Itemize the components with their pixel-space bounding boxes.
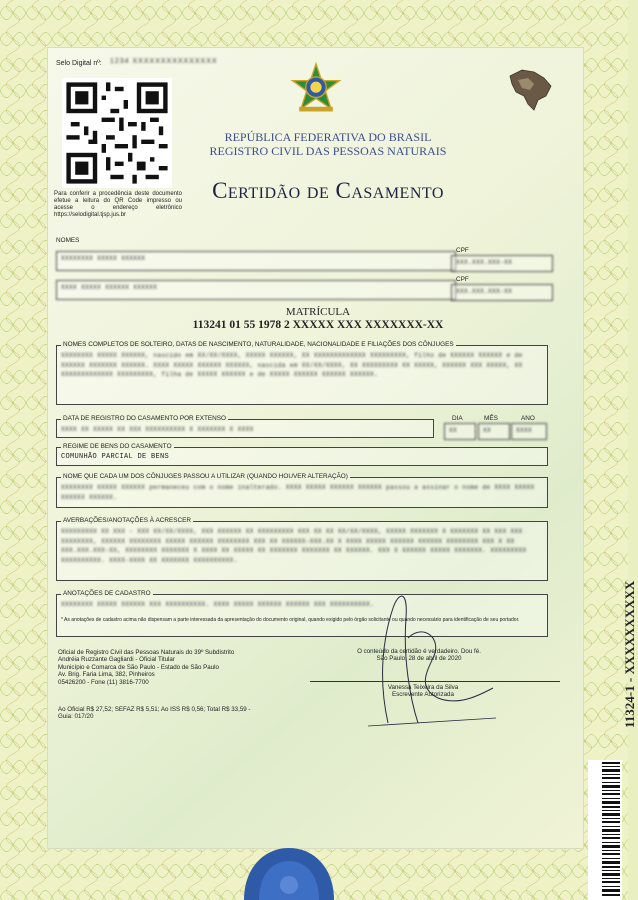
month-value: XX (478, 423, 510, 440)
brazil-coat-of-arms-icon (288, 62, 344, 118)
fees-line-1: Ao Oficial R$ 27,52; SEFAZ R$ 5,51; Ao ISS R$ 0,56; Total R$ 33,59 - (58, 706, 251, 713)
signatory-name: Vanessa Teixeira da Silva (387, 684, 459, 691)
spouses-details-text: XXXXXXXX XXXXX XXXXXX, nascido em XX/XX/XXXX, XXXXX XXXXXX, XX XXXXXXXXXXXXX XXXXXXXXX, filho de XXXXXX XXXXXX e de XXXXXX XXXXXXX XXXXXX. XXXX XXXXX XXXXXX XXXXXX, nascida em XX/XX/XXXX, XX XXXXXXXXX XX XXXXX, XXXXXX XXX XXXXX, XX XXXXXXXXXXXXX XXXXXXXXX, filha de XXXXX XXXXXX e de XXXXX XXXXXX XXXXXX XXXXXX. (61, 352, 523, 378)
names-label: NOMES (56, 237, 80, 244)
cpf2-value: XXX.XXX.XXX-XX (451, 284, 553, 301)
selo-value: 1234 XXXXXXXXXXXXXXX (110, 58, 218, 65)
attestation-line-2: São Paulo, 28 de abril de 2020 (376, 655, 462, 663)
signatory (373, 684, 473, 699)
registration-date-box (56, 415, 434, 438)
property-regime-box (56, 443, 548, 466)
barcode (588, 760, 622, 900)
header-line1: REPÚBLICA FEDERATIVA DO BRASIL (224, 130, 432, 144)
office-line-5: 05426200 - Fone (11) 3816-7700 (58, 678, 149, 686)
spouses-details-label: NOMES COMPLETOS DE SOLTEIRO, DATAS DE NASCIMENTO, NATURALIDADE, NACIONALIDADE E FILIAÇÕES DOS CÔNJUGES (63, 341, 454, 348)
adopted-names-label: NOME QUE CADA UM DOS CÔNJUGES PASSOU A UTILIZAR (QUANDO HOUVER ALTERAÇÃO) (63, 473, 348, 480)
qr-instructions: Para conferir a procedência deste documento efetue a leitura do QR Code impresso ou acesse o endereço eletrônico https://selodigital.tjsp.jus.br (54, 191, 182, 218)
registry-notes-label: ANOTAÇÕES DE CADASTRO (63, 590, 151, 597)
office-line-2: Andréia Ruzzante Gagliardi - Oficial Titular (58, 656, 175, 664)
selo-label: Selo Digital nº: (56, 60, 102, 67)
registry-office-info (58, 649, 308, 686)
month-label: MÊS (484, 415, 498, 422)
margin-code (622, 581, 638, 728)
official-seal-icon (234, 843, 344, 900)
registration-date-label: DATA DE REGISTRO DO CASAMENTO POR EXTENSO (63, 415, 226, 422)
spouse1-name: XXXXXXXX XXXXX XXXXXX (56, 251, 456, 271)
signature-line (310, 681, 560, 682)
fees-line-2: Guia: 017/20 (58, 713, 94, 721)
matricula-label: MATRÍCULA (285, 306, 351, 318)
fees-info (58, 706, 318, 721)
certificate-sheet (48, 48, 637, 848)
cpf2-label: CPF (456, 276, 469, 283)
cpf1-label: CPF (456, 247, 469, 254)
adopted-names-text: XXXXXXXX XXXXX XXXXXX permaneceu com o nome inalterado. XXXX XXXXX XXXXXX XXXXXX passou a assinar o nome de XXXX XXXXX XXXXXX XXXXXX. (61, 484, 535, 501)
day-value: XX (444, 423, 476, 440)
certificate-title: Certidão de Casamento (212, 178, 444, 203)
attestation-line-1: O conteúdo da certidão é verdadeiro. Dou fé. (357, 648, 481, 655)
matricula-value: 113241 01 55 1978 2 XXXXX XXX XXXXXXX-XX (192, 319, 444, 331)
signatory-role: Escrevente Autorizada (392, 691, 454, 699)
annotations-label: AVERBAÇÕES/ANOTAÇÕES À ACRESCER (63, 517, 191, 524)
office-line-4: Av. Brig. Faria Lima, 382, Pinheiros (58, 671, 155, 679)
property-regime-label: REGIME DE BENS DO CASAMENTO (63, 443, 172, 450)
office-line-1: Oficial de Registro Civil das Pessoas Naturais do 39º Subdistrito (58, 649, 235, 656)
year-value: XXXX (511, 423, 547, 440)
registration-date-text: XXXX XX XXXXX XX XXX XXXXXXXXXX X XXXXXXX X XXXX (61, 426, 254, 433)
annotations-box (56, 517, 548, 581)
spouses-details-box (56, 341, 548, 405)
registry-notes-text: XXXXXXXX XXXXX XXXXXX XXX XXXXXXXXXX. XXXX XXXXX XXXXXX XXXXXX XXX XXXXXXXXXX. (61, 601, 375, 608)
adopted-names-box (56, 473, 548, 508)
qr-code (62, 78, 172, 188)
spouse2-name: XXXX XXXXX XXXXXX XXXXXX (56, 280, 456, 300)
registry-notes-disclaimer: * As anotações de cadastro acima não dispensam a parte interessada da apresentação do documento original, quando exigido pelo órgão solicitante ou quando necessário para identificação de seu portador. (61, 617, 520, 623)
handwritten-signature (348, 578, 498, 728)
property-regime-value: COMUNHÃO PARCIAL DE BENS (61, 453, 170, 461)
cpf1-value: XXX.XXX.XXX-XX (451, 255, 553, 272)
annotations-text: XXXXXXXXX XX XXX - XXX XX/XX/XXXX, XXX XXXXXX XX XXXXXXXXX XXX XX XX XX/XX/XXXX, XXXXX XXXXXXX X XXXXXXX XX XXX XXX XXXXXXXX, XXXXXX XXXXXXXX XXXXX XXXXXX XXXXXXXX XXX XX XXXXXX-XXX.XX X XXXX XXXXX XXXXXX XXXXXX XXXXXXXX XXX X XX XXX.XXX.XXX-XX, XXXXXXXX XXXXXXX X XXXX XX XXXXX XX XXXXXXX XXXXXXX XX XXXXXX. XXX X XXXXXX XXXXX XXXXXXX. XXXXXXXXX XXXXXXXXXX. XXXX-XXXX XX XXXXXXX XXXXXXXXXX. (61, 528, 527, 564)
header-line2: REGISTRO CIVIL DAS PESSOAS NATURAIS (209, 144, 447, 158)
year-label: ANO (521, 415, 535, 422)
margin-code-text: 11324-1 - XXXXXXXXXX (622, 580, 637, 728)
day-label: DIA (452, 415, 463, 422)
office-line-3: Município e Comarca de São Paulo - Estado de São Paulo (58, 663, 219, 671)
brazil-map-icon (504, 66, 554, 112)
issuer-header (178, 130, 478, 158)
